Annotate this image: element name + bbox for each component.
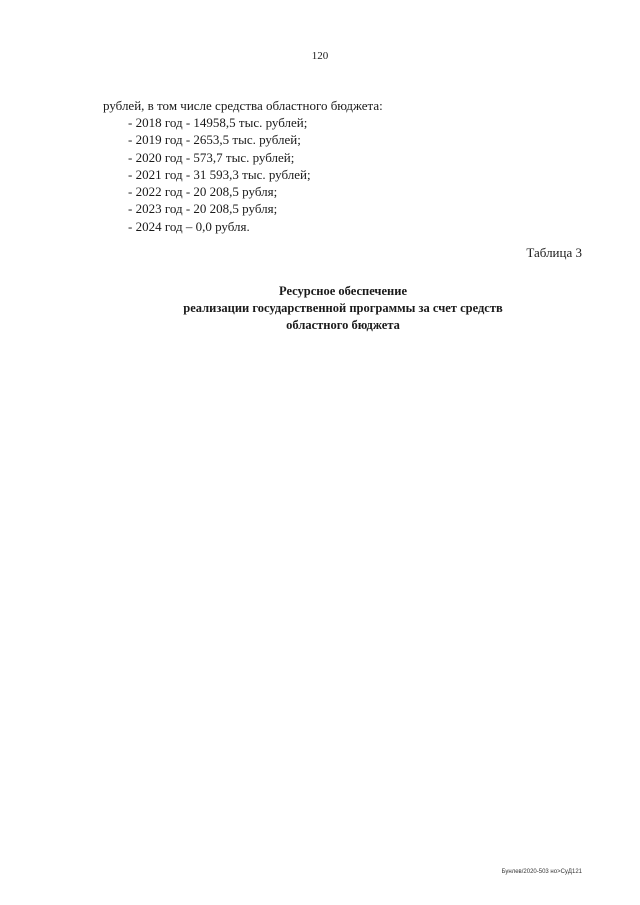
budget-list (128, 114, 311, 235)
budget-item-2023: - 2023 год - 20 208,5 рубля; (128, 201, 278, 217)
page-number: 120 (311, 50, 329, 62)
footer-code: Бунлев/2020-503 но>СуД121 (501, 869, 582, 875)
heading-line-3: областного бюджета (286, 318, 400, 332)
table-label: Таблица 3 (526, 245, 582, 260)
budget-item-2019: - 2019 год - 2653,5 тыс. рублей; (128, 132, 301, 148)
heading-line-2: реализации государственной программы за счет средств (183, 301, 503, 315)
budget-item-2021: - 2021 год - 31 593,3 тыс. рублей; (128, 166, 311, 182)
budget-item-2022: - 2022 год - 20 208,5 рубля; (128, 184, 278, 200)
budget-item-2018: - 2018 год - 14958,5 тыс. рублей; (128, 115, 308, 130)
intro-text: рублей, в том числе средства областного бюджета: (103, 98, 383, 113)
budget-item-2024: - 2024 год – 0,0 рубля. (128, 218, 250, 234)
budget-item-2020: - 2020 год - 573,7 тыс. рублей; (128, 149, 295, 165)
section-heading (0, 283, 640, 334)
heading-line-1: Ресурсное обеспечение (278, 284, 407, 298)
